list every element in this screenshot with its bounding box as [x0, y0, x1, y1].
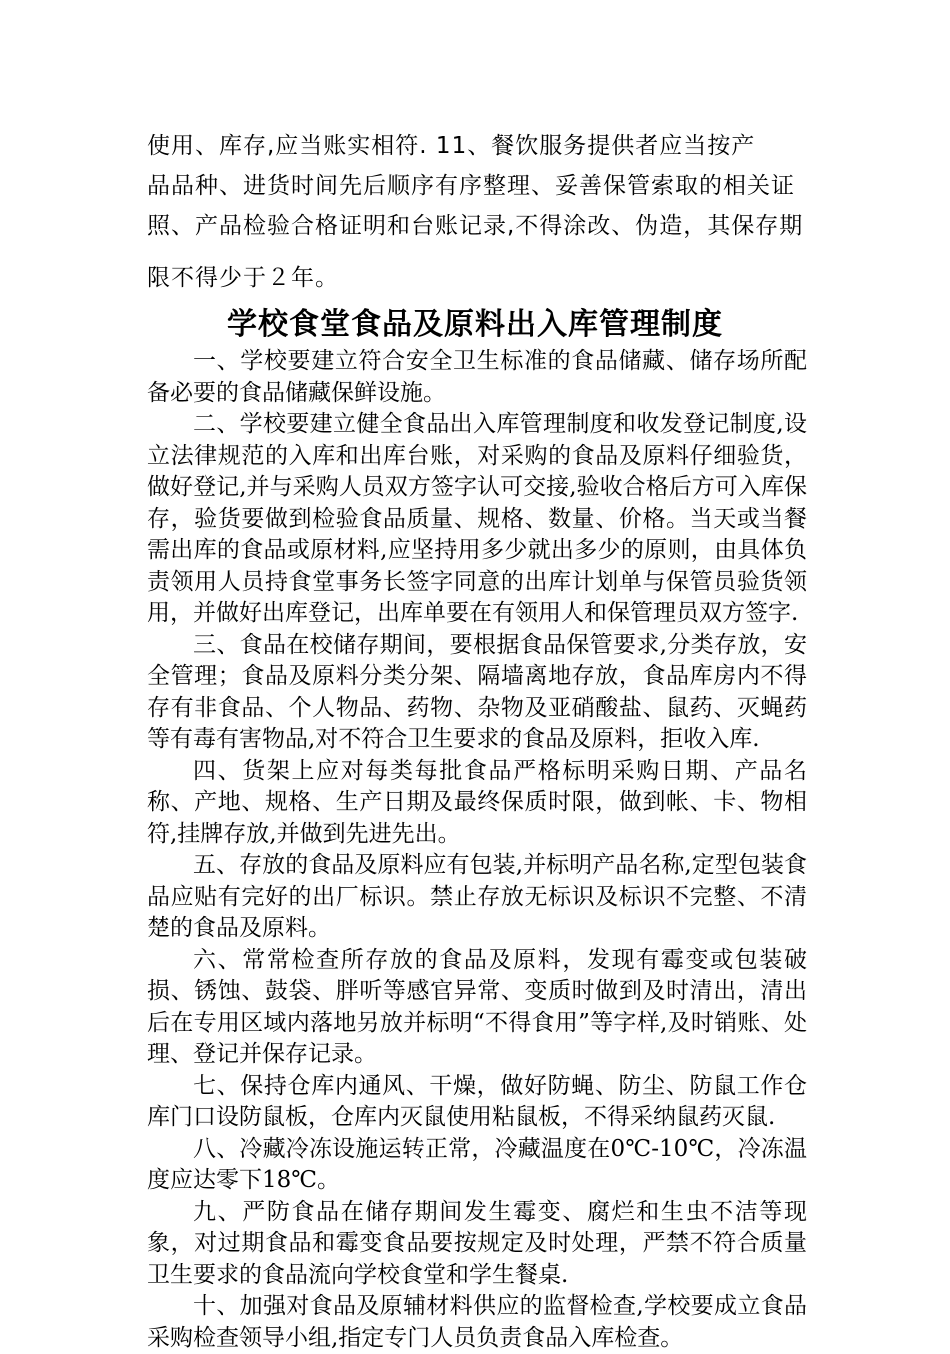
intro-line: 使用、库存,应当账实相符. 11、餐饮服务提供者应当按产	[147, 133, 756, 159]
regulation-paragraph: 八、冷藏冷冻设施运转正常，冷藏温度在0℃-10℃，冷冻温度应达零下18℃。	[147, 1135, 807, 1193]
regulation-paragraph: 六、常常检查所存放的食品及原料，发现有霉变或包装破损、锈蚀、鼓袋、胖听等感官异常、变质时做到及时清出，清出后在专用区域内落地另放并标明“不得食用”等字样,及时销账、处理、登记并保存记录。	[147, 946, 807, 1067]
regulation-paragraph: 二、学校要建立健全食品出入库管理制度和收发登记制度,设立法律规范的入库和出库台账，对采购的食品及原料仔细验货，做好登记,并与采购人员双方签字认可交接,验收合格后方可入库保存，验货要做到检验食品质量、规格、数量、价格。当天或当餐需出库的食品或原材料,应坚持用多少就出多少的原则，由具体负责领用人员持食堂事务长签字同意的出库计划单与保管员验货领用，并做好出库登记，出库单要在有领用人和保管理员双方签字.	[147, 411, 807, 626]
regulation-paragraph: 十、加强对食品及原辅材料供应的监督检查,学校要成立食品采购检查领导小组,指定专门人员负责食品入库检查。	[147, 1293, 807, 1351]
intro-line: 限不得少于２年。	[147, 265, 339, 291]
regulation-paragraph: 一、学校要建立符合安全卫生标准的食品储藏、储存场所配备必要的食品储藏保鲜设施。	[147, 348, 807, 406]
document-title: 学校食堂食品及原料出入库管理制度	[227, 307, 723, 342]
regulation-body	[147, 346, 807, 1354]
intro-line: 品品种、进货时间先后顺序有序整理、妥善保管索取的相关证	[147, 173, 795, 199]
regulation-paragraph: 四、货架上应对每类每批食品严格标明采购日期、产品名称、产地、规格、生产日期及最终保质时限，做到帐、卡、物相符,挂牌存放,并做到先进先出。	[147, 757, 807, 847]
regulation-paragraph: 五、存放的食品及原料应有包装,并标明产品名称,定型包装食品应贴有完好的出厂标识。禁止存放无标识及标识不完整、不清楚的食品及原料。	[147, 852, 807, 941]
regulation-paragraph: 九、严防食品在储存期间发生霉变、腐烂和生虫不洁等现象，对过期食品和霉变食品要按规定及时处理，严禁不符合质量卫生要求的食品流向学校食堂和学生餐桌.	[147, 1198, 807, 1288]
regulation-paragraph: 三、食品在校储存期间，要根据食品保管要求,分类存放，安全管理；食品及原料分类分架、隔墙离地存放，食品库房内不得存有非食品、个人物品、药物、杂物及亚硝酸盐、鼠药、灭蝇药等有毒有害物品,对不符合卫生要求的食品及原料，拒收入库.	[147, 631, 807, 752]
intro-text	[147, 126, 807, 298]
regulation-paragraph: 七、保持仓库内通风、干燥，做好防蝇、防尘、防鼠工作仓库门口设防鼠板，仓库内灭鼠使用粘鼠板，不得采纳鼠药灭鼠.	[147, 1072, 807, 1130]
intro-line: 照、产品检验合格证明和台账记录,不得涂改、伪造，其保存期	[147, 213, 804, 239]
